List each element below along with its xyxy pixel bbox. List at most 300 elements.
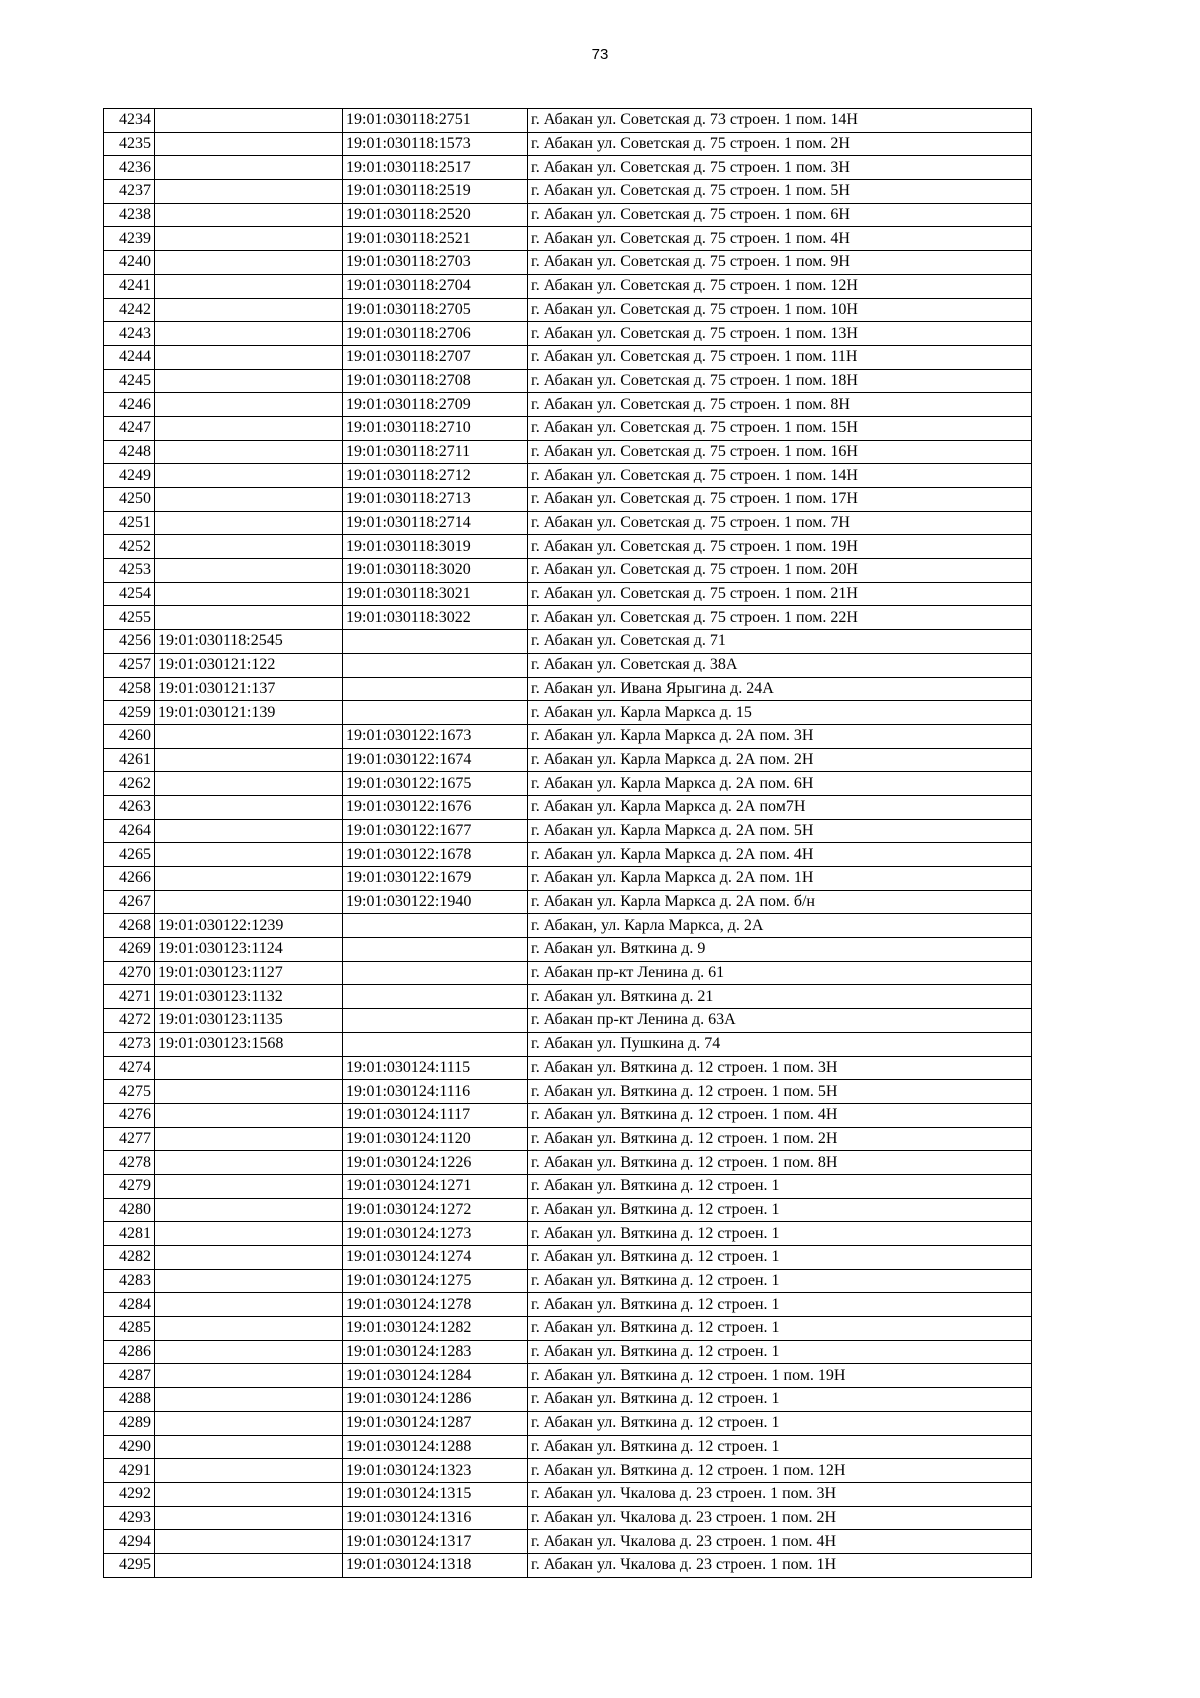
- row-number-cell: 4287: [104, 1364, 155, 1388]
- address-cell: г. Абакан ул. Советская д. 75 строен. 1 пом. 12Н: [528, 274, 1032, 298]
- land-plot-cadastral-number-cell: [155, 1340, 343, 1364]
- table-row: [104, 227, 1032, 251]
- row-number-cell: 4259: [104, 701, 155, 725]
- building-cadastral-number-cell: 19:01:030118:1573: [343, 132, 528, 156]
- land-plot-cadastral-number-cell: 19:01:030122:1239: [155, 914, 343, 938]
- land-plot-cadastral-number-cell: 19:01:030121:139: [155, 701, 343, 725]
- land-plot-cadastral-number-cell: 19:01:030123:1135: [155, 1009, 343, 1033]
- table-row: [104, 582, 1032, 606]
- table-row: [104, 132, 1032, 156]
- table-row: [104, 1364, 1032, 1388]
- land-plot-cadastral-number-cell: [155, 416, 343, 440]
- building-cadastral-number-cell: 19:01:030124:1117: [343, 1103, 528, 1127]
- row-number-cell: 4244: [104, 345, 155, 369]
- table-row: [104, 1293, 1032, 1317]
- building-cadastral-number-cell: 19:01:030118:2706: [343, 322, 528, 346]
- row-number-cell: 4264: [104, 819, 155, 843]
- address-cell: г. Абакан ул. Чкалова д. 23 строен. 1 пом. 3Н: [528, 1482, 1032, 1506]
- address-cell: г. Абакан ул. Вяткина д. 12 строен. 1 пом. 8Н: [528, 1151, 1032, 1175]
- table-row: [104, 1459, 1032, 1483]
- address-cell: г. Абакан ул. Карла Маркса д. 2А пом. 5Н: [528, 819, 1032, 843]
- address-cell: г. Абакан пр-кт Ленина д. 61: [528, 961, 1032, 985]
- row-number-cell: 4291: [104, 1459, 155, 1483]
- land-plot-cadastral-number-cell: [155, 559, 343, 583]
- building-cadastral-number-cell: 19:01:030124:1282: [343, 1317, 528, 1341]
- row-number-cell: 4261: [104, 748, 155, 772]
- row-number-cell: 4245: [104, 369, 155, 393]
- land-plot-cadastral-number-cell: [155, 1293, 343, 1317]
- building-cadastral-number-cell: 19:01:030124:1286: [343, 1388, 528, 1412]
- table-row: [104, 701, 1032, 725]
- table-row: [104, 795, 1032, 819]
- table-row: [104, 1246, 1032, 1270]
- building-cadastral-number-cell: [343, 1009, 528, 1033]
- row-number-cell: 4239: [104, 227, 155, 251]
- address-cell: г. Абакан ул. Советская д. 75 строен. 1 пом. 13Н: [528, 322, 1032, 346]
- row-number-cell: 4289: [104, 1411, 155, 1435]
- land-plot-cadastral-number-cell: [155, 1103, 343, 1127]
- table-row: [104, 1482, 1032, 1506]
- table-row: [104, 109, 1032, 133]
- building-cadastral-number-cell: 19:01:030118:2708: [343, 369, 528, 393]
- building-cadastral-number-cell: 19:01:030124:1323: [343, 1459, 528, 1483]
- building-cadastral-number-cell: 19:01:030118:2751: [343, 109, 528, 133]
- building-cadastral-number-cell: 19:01:030124:1273: [343, 1222, 528, 1246]
- land-plot-cadastral-number-cell: [155, 843, 343, 867]
- address-cell: г. Абакан ул. Советская д. 75 строен. 1 пом. 3Н: [528, 156, 1032, 180]
- land-plot-cadastral-number-cell: [155, 890, 343, 914]
- table-row: [104, 677, 1032, 701]
- table-row: [104, 1340, 1032, 1364]
- address-cell: г. Абакан ул. Вяткина д. 12 строен. 1: [528, 1317, 1032, 1341]
- address-cell: г. Абакан ул. Вяткина д. 12 строен. 1: [528, 1174, 1032, 1198]
- row-number-cell: 4293: [104, 1506, 155, 1530]
- table-row: [104, 1411, 1032, 1435]
- building-cadastral-number-cell: [343, 914, 528, 938]
- table-row: [104, 1553, 1032, 1577]
- address-cell: г. Абакан ул. Советская д. 38А: [528, 653, 1032, 677]
- row-number-cell: 4286: [104, 1340, 155, 1364]
- table-row: [104, 914, 1032, 938]
- table-row: [104, 772, 1032, 796]
- building-cadastral-number-cell: [343, 630, 528, 654]
- building-cadastral-number-cell: 19:01:030122:1673: [343, 724, 528, 748]
- row-number-cell: 4268: [104, 914, 155, 938]
- address-cell: г. Абакан ул. Вяткина д. 12 строен. 1: [528, 1222, 1032, 1246]
- land-plot-cadastral-number-cell: 19:01:030123:1132: [155, 985, 343, 1009]
- row-number-cell: 4255: [104, 606, 155, 630]
- land-plot-cadastral-number-cell: [155, 298, 343, 322]
- land-plot-cadastral-number-cell: 19:01:030121:137: [155, 677, 343, 701]
- row-number-cell: 4283: [104, 1269, 155, 1293]
- row-number-cell: 4279: [104, 1174, 155, 1198]
- land-plot-cadastral-number-cell: [155, 819, 343, 843]
- building-cadastral-number-cell: 19:01:030118:2521: [343, 227, 528, 251]
- land-plot-cadastral-number-cell: [155, 180, 343, 204]
- building-cadastral-number-cell: 19:01:030118:2711: [343, 440, 528, 464]
- row-number-cell: 4256: [104, 630, 155, 654]
- row-number-cell: 4247: [104, 416, 155, 440]
- table-row: [104, 1056, 1032, 1080]
- address-cell: г. Абакан ул. Советская д. 75 строен. 1 пом. 9Н: [528, 251, 1032, 275]
- address-cell: г. Абакан ул. Вяткина д. 9: [528, 938, 1032, 962]
- address-cell: г. Абакан ул. Советская д. 75 строен. 1 пом. 21Н: [528, 582, 1032, 606]
- building-cadastral-number-cell: 19:01:030118:2713: [343, 488, 528, 512]
- address-cell: г. Абакан ул. Вяткина д. 12 строен. 1 пом. 4Н: [528, 1103, 1032, 1127]
- table-row: [104, 488, 1032, 512]
- address-cell: г. Абакан ул. Советская д. 75 строен. 1 пом. 14Н: [528, 464, 1032, 488]
- building-cadastral-number-cell: 19:01:030118:3020: [343, 559, 528, 583]
- address-cell: г. Абакан ул. Вяткина д. 12 строен. 1 пом. 3Н: [528, 1056, 1032, 1080]
- row-number-cell: 4237: [104, 180, 155, 204]
- land-plot-cadastral-number-cell: 19:01:030121:122: [155, 653, 343, 677]
- address-cell: г. Абакан ул. Советская д. 73 строен. 1 пом. 14Н: [528, 109, 1032, 133]
- row-number-cell: 4270: [104, 961, 155, 985]
- land-plot-cadastral-number-cell: [155, 1553, 343, 1577]
- table-row: [104, 938, 1032, 962]
- table-row: [104, 653, 1032, 677]
- building-cadastral-number-cell: 19:01:030118:2703: [343, 251, 528, 275]
- address-cell: г. Абакан ул. Советская д. 75 строен. 1 пом. 15Н: [528, 416, 1032, 440]
- address-cell: г. Абакан ул. Вяткина д. 12 строен. 1: [528, 1340, 1032, 1364]
- address-cell: г. Абакан ул. Советская д. 75 строен. 1 пом. 20Н: [528, 559, 1032, 583]
- row-number-cell: 4238: [104, 203, 155, 227]
- land-plot-cadastral-number-cell: [155, 132, 343, 156]
- address-cell: г. Абакан ул. Карла Маркса д. 2А пом. 1Н: [528, 867, 1032, 891]
- row-number-cell: 4277: [104, 1127, 155, 1151]
- land-plot-cadastral-number-cell: [155, 1127, 343, 1151]
- land-plot-cadastral-number-cell: [155, 203, 343, 227]
- row-number-cell: 4267: [104, 890, 155, 914]
- building-cadastral-number-cell: 19:01:030124:1120: [343, 1127, 528, 1151]
- table-row: [104, 1198, 1032, 1222]
- table-row: [104, 203, 1032, 227]
- table-row: [104, 156, 1032, 180]
- land-plot-cadastral-number-cell: [155, 156, 343, 180]
- building-cadastral-number-cell: 19:01:030124:1316: [343, 1506, 528, 1530]
- table-row: [104, 440, 1032, 464]
- table-row: [104, 251, 1032, 275]
- row-number-cell: 4250: [104, 488, 155, 512]
- land-plot-cadastral-number-cell: [155, 1435, 343, 1459]
- address-cell: г. Абакан ул. Вяткина д. 21: [528, 985, 1032, 1009]
- row-number-cell: 4285: [104, 1317, 155, 1341]
- row-number-cell: 4252: [104, 535, 155, 559]
- row-number-cell: 4241: [104, 274, 155, 298]
- table-row: [104, 890, 1032, 914]
- table-row: [104, 1103, 1032, 1127]
- table-row: [104, 748, 1032, 772]
- table-row: [104, 630, 1032, 654]
- address-cell: г. Абакан ул. Советская д. 75 строен. 1 пом. 2Н: [528, 132, 1032, 156]
- table-row: [104, 724, 1032, 748]
- address-cell: г. Абакан ул. Карла Маркса д. 2А пом. 6Н: [528, 772, 1032, 796]
- building-cadastral-number-cell: 19:01:030124:1274: [343, 1246, 528, 1270]
- building-cadastral-number-cell: 19:01:030118:2714: [343, 511, 528, 535]
- land-plot-cadastral-number-cell: [155, 511, 343, 535]
- land-plot-cadastral-number-cell: [155, 795, 343, 819]
- table-row: [104, 1435, 1032, 1459]
- row-number-cell: 4258: [104, 677, 155, 701]
- row-number-cell: 4248: [104, 440, 155, 464]
- row-number-cell: 4288: [104, 1388, 155, 1412]
- address-cell: г. Абакан ул. Вяткина д. 12 строен. 1 пом. 5Н: [528, 1080, 1032, 1104]
- row-number-cell: 4234: [104, 109, 155, 133]
- address-cell: г. Абакан ул. Советская д. 75 строен. 1 пом. 10Н: [528, 298, 1032, 322]
- building-cadastral-number-cell: [343, 1032, 528, 1056]
- address-cell: г. Абакан ул. Советская д. 75 строен. 1 пом. 8Н: [528, 393, 1032, 417]
- table-row: [104, 1269, 1032, 1293]
- table-row: [104, 180, 1032, 204]
- row-number-cell: 4294: [104, 1530, 155, 1554]
- table-row: [104, 1151, 1032, 1175]
- land-plot-cadastral-number-cell: [155, 582, 343, 606]
- row-number-cell: 4246: [104, 393, 155, 417]
- land-plot-cadastral-number-cell: [155, 345, 343, 369]
- address-cell: г. Абакан ул. Советская д. 71: [528, 630, 1032, 654]
- building-cadastral-number-cell: 19:01:030122:1678: [343, 843, 528, 867]
- building-cadastral-number-cell: 19:01:030118:3019: [343, 535, 528, 559]
- building-cadastral-number-cell: [343, 938, 528, 962]
- table-row: [104, 369, 1032, 393]
- address-cell: г. Абакан ул. Чкалова д. 23 строен. 1 пом. 4Н: [528, 1530, 1032, 1554]
- building-cadastral-number-cell: 19:01:030124:1115: [343, 1056, 528, 1080]
- address-cell: г. Абакан ул. Ивана Ярыгина д. 24А: [528, 677, 1032, 701]
- address-cell: г. Абакан ул. Вяткина д. 12 строен. 1: [528, 1435, 1032, 1459]
- address-cell: г. Абакан ул. Вяткина д. 12 строен. 1: [528, 1388, 1032, 1412]
- building-cadastral-number-cell: 19:01:030124:1318: [343, 1553, 528, 1577]
- table-row: [104, 535, 1032, 559]
- building-cadastral-number-cell: 19:01:030118:2712: [343, 464, 528, 488]
- building-cadastral-number-cell: 19:01:030118:2704: [343, 274, 528, 298]
- row-number-cell: 4282: [104, 1246, 155, 1270]
- table-row: [104, 1388, 1032, 1412]
- land-plot-cadastral-number-cell: [155, 464, 343, 488]
- row-number-cell: 4266: [104, 867, 155, 891]
- table-row: [104, 867, 1032, 891]
- building-cadastral-number-cell: [343, 677, 528, 701]
- address-cell: г. Абакан ул. Советская д. 75 строен. 1 пом. 6Н: [528, 203, 1032, 227]
- table-row: [104, 843, 1032, 867]
- address-cell: г. Абакан ул. Вяткина д. 12 строен. 1 пом. 2Н: [528, 1127, 1032, 1151]
- row-number-cell: 4243: [104, 322, 155, 346]
- registry-table-body: [104, 109, 1032, 1578]
- row-number-cell: 4276: [104, 1103, 155, 1127]
- address-cell: г. Абакан ул. Советская д. 75 строен. 1 пом. 5Н: [528, 180, 1032, 204]
- address-cell: г. Абакан ул. Карла Маркса д. 2А пом. б/н: [528, 890, 1032, 914]
- building-cadastral-number-cell: 19:01:030122:1940: [343, 890, 528, 914]
- land-plot-cadastral-number-cell: [155, 867, 343, 891]
- building-cadastral-number-cell: 19:01:030118:2520: [343, 203, 528, 227]
- address-cell: г. Абакан ул. Вяткина д. 12 строен. 1 пом. 12Н: [528, 1459, 1032, 1483]
- row-number-cell: 4251: [104, 511, 155, 535]
- property-registry-table: [103, 108, 1032, 1578]
- table-row: [104, 1009, 1032, 1033]
- table-row: [104, 298, 1032, 322]
- building-cadastral-number-cell: [343, 985, 528, 1009]
- table-row: [104, 985, 1032, 1009]
- address-cell: г. Абакан пр-кт Ленина д. 63А: [528, 1009, 1032, 1033]
- building-cadastral-number-cell: 19:01:030124:1288: [343, 1435, 528, 1459]
- table-row: [104, 1317, 1032, 1341]
- building-cadastral-number-cell: 19:01:030122:1679: [343, 867, 528, 891]
- row-number-cell: 4260: [104, 724, 155, 748]
- building-cadastral-number-cell: 19:01:030118:2710: [343, 416, 528, 440]
- building-cadastral-number-cell: [343, 701, 528, 725]
- row-number-cell: 4278: [104, 1151, 155, 1175]
- row-number-cell: 4235: [104, 132, 155, 156]
- land-plot-cadastral-number-cell: [155, 393, 343, 417]
- row-number-cell: 4263: [104, 795, 155, 819]
- building-cadastral-number-cell: [343, 653, 528, 677]
- row-number-cell: 4275: [104, 1080, 155, 1104]
- land-plot-cadastral-number-cell: [155, 274, 343, 298]
- table-row: [104, 1506, 1032, 1530]
- land-plot-cadastral-number-cell: [155, 1174, 343, 1198]
- land-plot-cadastral-number-cell: [155, 1198, 343, 1222]
- land-plot-cadastral-number-cell: [155, 535, 343, 559]
- row-number-cell: 4253: [104, 559, 155, 583]
- land-plot-cadastral-number-cell: [155, 109, 343, 133]
- table-row: [104, 1032, 1032, 1056]
- building-cadastral-number-cell: 19:01:030124:1315: [343, 1482, 528, 1506]
- address-cell: г. Абакан ул. Карла Маркса д. 2А пом7Н: [528, 795, 1032, 819]
- land-plot-cadastral-number-cell: [155, 251, 343, 275]
- land-plot-cadastral-number-cell: [155, 1411, 343, 1435]
- building-cadastral-number-cell: 19:01:030124:1284: [343, 1364, 528, 1388]
- building-cadastral-number-cell: 19:01:030118:2705: [343, 298, 528, 322]
- page-number: 73: [591, 46, 609, 63]
- address-cell: г. Абакан ул. Вяткина д. 12 строен. 1: [528, 1269, 1032, 1293]
- row-number-cell: 4265: [104, 843, 155, 867]
- address-cell: г. Абакан ул. Карла Маркса д. 2А пом. 3Н: [528, 724, 1032, 748]
- building-cadastral-number-cell: 19:01:030124:1116: [343, 1080, 528, 1104]
- table-row: [104, 345, 1032, 369]
- table-row: [104, 416, 1032, 440]
- land-plot-cadastral-number-cell: [155, 1317, 343, 1341]
- building-cadastral-number-cell: 19:01:030118:3021: [343, 582, 528, 606]
- table-row: [104, 1174, 1032, 1198]
- row-number-cell: 4254: [104, 582, 155, 606]
- land-plot-cadastral-number-cell: [155, 1269, 343, 1293]
- table-row: [104, 322, 1032, 346]
- row-number-cell: 4271: [104, 985, 155, 1009]
- row-number-cell: 4262: [104, 772, 155, 796]
- building-cadastral-number-cell: 19:01:030124:1317: [343, 1530, 528, 1554]
- land-plot-cadastral-number-cell: [155, 1151, 343, 1175]
- land-plot-cadastral-number-cell: 19:01:030123:1127: [155, 961, 343, 985]
- land-plot-cadastral-number-cell: [155, 440, 343, 464]
- table-row: [104, 961, 1032, 985]
- address-cell: г. Абакан ул. Вяткина д. 12 строен. 1: [528, 1198, 1032, 1222]
- table-row: [104, 274, 1032, 298]
- table-row: [104, 1222, 1032, 1246]
- row-number-cell: 4272: [104, 1009, 155, 1033]
- land-plot-cadastral-number-cell: [155, 369, 343, 393]
- table-row: [104, 464, 1032, 488]
- address-cell: г. Абакан ул. Советская д. 75 строен. 1 пом. 18Н: [528, 369, 1032, 393]
- land-plot-cadastral-number-cell: [155, 1482, 343, 1506]
- row-number-cell: 4290: [104, 1435, 155, 1459]
- address-cell: г. Абакан ул. Карла Маркса д. 15: [528, 701, 1032, 725]
- land-plot-cadastral-number-cell: [155, 1459, 343, 1483]
- building-cadastral-number-cell: 19:01:030118:3022: [343, 606, 528, 630]
- building-cadastral-number-cell: 19:01:030122:1677: [343, 819, 528, 843]
- building-cadastral-number-cell: 19:01:030124:1287: [343, 1411, 528, 1435]
- building-cadastral-number-cell: 19:01:030118:2709: [343, 393, 528, 417]
- table-row: [104, 1127, 1032, 1151]
- row-number-cell: 4269: [104, 938, 155, 962]
- address-cell: г. Абакан ул. Чкалова д. 23 строен. 1 пом. 1Н: [528, 1553, 1032, 1577]
- building-cadastral-number-cell: 19:01:030122:1675: [343, 772, 528, 796]
- address-cell: г. Абакан ул. Карла Маркса д. 2А пом. 4Н: [528, 843, 1032, 867]
- land-plot-cadastral-number-cell: [155, 1056, 343, 1080]
- row-number-cell: 4284: [104, 1293, 155, 1317]
- building-cadastral-number-cell: 19:01:030124:1226: [343, 1151, 528, 1175]
- address-cell: г. Абакан ул. Карла Маркса д. 2А пом. 2Н: [528, 748, 1032, 772]
- table-row: [104, 559, 1032, 583]
- land-plot-cadastral-number-cell: [155, 227, 343, 251]
- land-plot-cadastral-number-cell: [155, 772, 343, 796]
- building-cadastral-number-cell: [343, 961, 528, 985]
- land-plot-cadastral-number-cell: [155, 724, 343, 748]
- address-cell: г. Абакан ул. Вяткина д. 12 строен. 1: [528, 1293, 1032, 1317]
- building-cadastral-number-cell: 19:01:030124:1272: [343, 1198, 528, 1222]
- land-plot-cadastral-number-cell: [155, 1080, 343, 1104]
- land-plot-cadastral-number-cell: [155, 1222, 343, 1246]
- building-cadastral-number-cell: 19:01:030122:1676: [343, 795, 528, 819]
- table-row: [104, 1080, 1032, 1104]
- address-cell: г. Абакан ул. Советская д. 75 строен. 1 пом. 11Н: [528, 345, 1032, 369]
- building-cadastral-number-cell: 19:01:030118:2519: [343, 180, 528, 204]
- building-cadastral-number-cell: 19:01:030124:1283: [343, 1340, 528, 1364]
- land-plot-cadastral-number-cell: [155, 748, 343, 772]
- table-row: [104, 1530, 1032, 1554]
- address-cell: г. Абакан ул. Вяткина д. 12 строен. 1: [528, 1411, 1032, 1435]
- table-row: [104, 393, 1032, 417]
- address-cell: г. Абакан ул. Советская д. 75 строен. 1 пом. 19Н: [528, 535, 1032, 559]
- row-number-cell: 4236: [104, 156, 155, 180]
- address-cell: г. Абакан ул. Вяткина д. 12 строен. 1: [528, 1246, 1032, 1270]
- land-plot-cadastral-number-cell: 19:01:030123:1568: [155, 1032, 343, 1056]
- table-row: [104, 606, 1032, 630]
- land-plot-cadastral-number-cell: 19:01:030118:2545: [155, 630, 343, 654]
- building-cadastral-number-cell: 19:01:030124:1271: [343, 1174, 528, 1198]
- address-cell: г. Абакан, ул. Карла Маркса, д. 2А: [528, 914, 1032, 938]
- address-cell: г. Абакан ул. Советская д. 75 строен. 1 пом. 16Н: [528, 440, 1032, 464]
- land-plot-cadastral-number-cell: [155, 1530, 343, 1554]
- address-cell: г. Абакан ул. Пушкина д. 74: [528, 1032, 1032, 1056]
- building-cadastral-number-cell: 19:01:030124:1278: [343, 1293, 528, 1317]
- table-row: [104, 819, 1032, 843]
- building-cadastral-number-cell: 19:01:030118:2707: [343, 345, 528, 369]
- row-number-cell: 4281: [104, 1222, 155, 1246]
- row-number-cell: 4273: [104, 1032, 155, 1056]
- row-number-cell: 4274: [104, 1056, 155, 1080]
- land-plot-cadastral-number-cell: 19:01:030123:1124: [155, 938, 343, 962]
- land-plot-cadastral-number-cell: [155, 1506, 343, 1530]
- row-number-cell: 4240: [104, 251, 155, 275]
- row-number-cell: 4295: [104, 1553, 155, 1577]
- address-cell: г. Абакан ул. Чкалова д. 23 строен. 1 пом. 2Н: [528, 1506, 1032, 1530]
- address-cell: г. Абакан ул. Советская д. 75 строен. 1 пом. 17Н: [528, 488, 1032, 512]
- building-cadastral-number-cell: 19:01:030122:1674: [343, 748, 528, 772]
- building-cadastral-number-cell: 19:01:030118:2517: [343, 156, 528, 180]
- address-cell: г. Абакан ул. Советская д. 75 строен. 1 пом. 22Н: [528, 606, 1032, 630]
- address-cell: г. Абакан ул. Советская д. 75 строен. 1 пом. 7Н: [528, 511, 1032, 535]
- building-cadastral-number-cell: 19:01:030124:1275: [343, 1269, 528, 1293]
- address-cell: г. Абакан ул. Советская д. 75 строен. 1 пом. 4Н: [528, 227, 1032, 251]
